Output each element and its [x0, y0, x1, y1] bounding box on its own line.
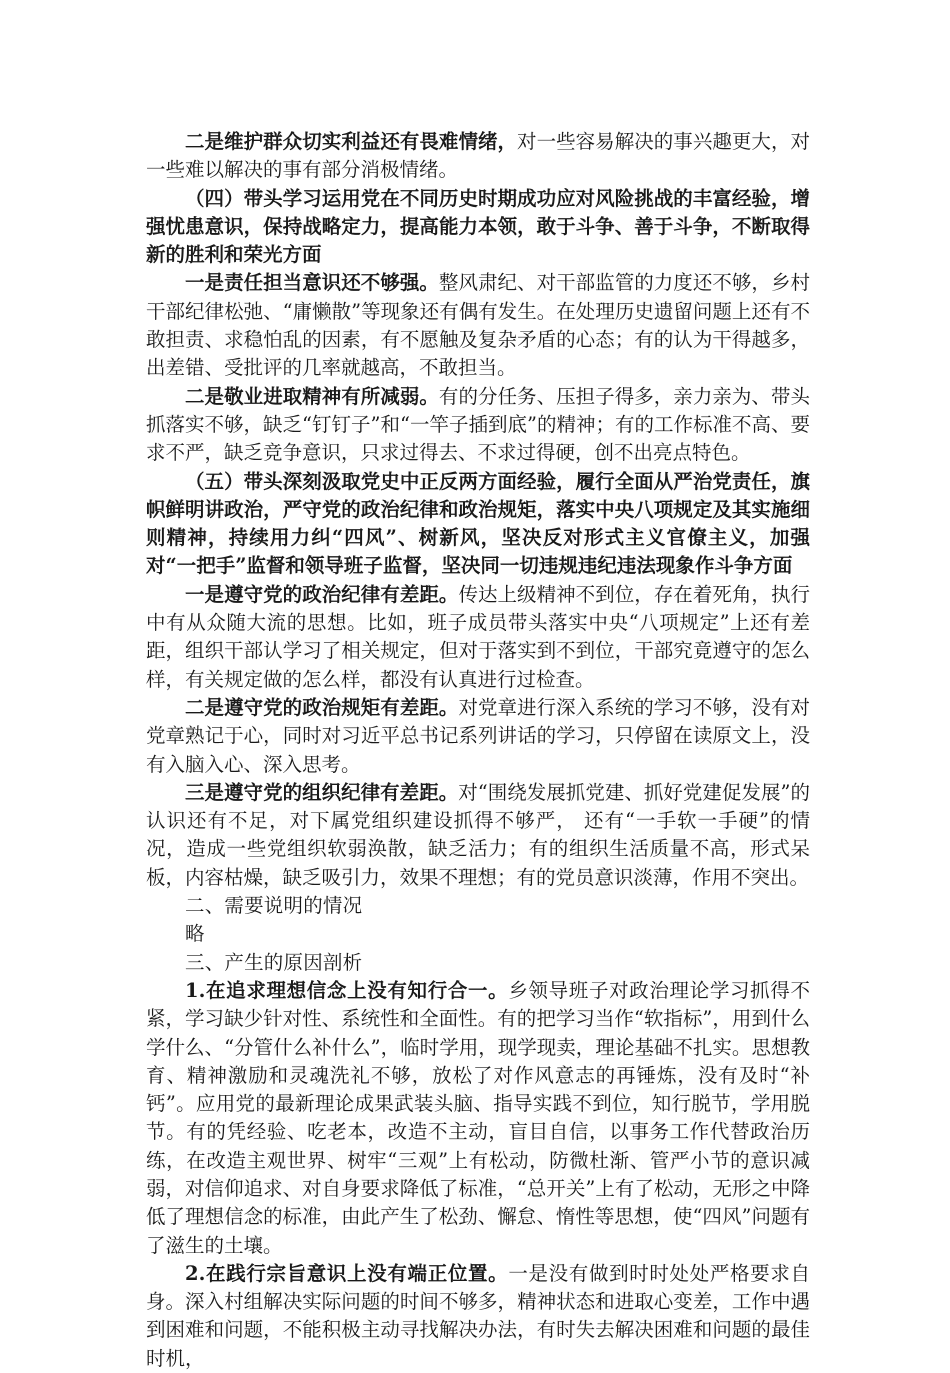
paragraph-lead: 2.在践行宗旨意识上没有端正位置。 [185, 1261, 509, 1285]
paragraph [146, 128, 810, 185]
section-heading: （五）带头深刻汲取党史中正反两方面经验，履行全面从严治党责任，旗帜鲜明讲政治，严守党的政治纪律和政治规矩，落实中央八项规定及其实施细则精神，持续用力纠“四风”、树新风，坚决反对形式主义官僚主义，加强对“一把手”监督和领导班子监督，坚决同一切违规违纪违法现象作斗争方面 [146, 469, 810, 578]
paragraph-text: 一是没有做到时时处处严格要求自身。深入村组解决实际问题的时间不够多，精神状态和进取心变差，工作中遇到困难和问题，不能积极主动寻找解决办法，有时失去解决困难和问题的最佳时机， [146, 1261, 810, 1370]
section-heading: （四）带头学习运用党在不同历史时期成功应对风险挑战的丰富经验，增强忧患意识，保持战略定力，提高能力本领，敢于斗争、善于斗争，不断取得新的胜利和荣光方面 [146, 186, 810, 267]
paragraph-lead: 三是遵守党的组织纪律有差距。 [185, 780, 459, 804]
paragraph-lead: 二是维护群众切实利益还有畏难情绪， [185, 130, 518, 153]
section-title: 二、需要说明的情况 [185, 894, 363, 918]
paragraph [146, 977, 810, 1260]
paragraph [146, 383, 810, 468]
paragraph-text: 对一些容易解决的事兴趣更大，对一些难以解决的事有部分消极情绪。 [146, 130, 810, 182]
paragraph [146, 694, 810, 779]
section-note: 略 [185, 922, 205, 946]
paragraph [146, 269, 810, 382]
paragraph [146, 1260, 810, 1373]
paragraph-text: 传达上级精神不到位，存在着死角，执行中有从众随大流的思想。比如，班子成员带头落实中央“八项规定”上还有差距，组织干部认学习了相关规定，但对于落实到不到位，干部究竟遵守的怎么样，有关规定做的怎么样，都没有认真进行过检查。 [146, 582, 810, 691]
paragraph-text: 乡领导班子对政治理论学习抓得不紧，学习缺少针对性、系统性和全面性。有的把学习当作“软指标”，用到什么学什么、“分管什么补什么”，临时学用，现学现卖，理论基础不扎实。思想教育、精神激励和灵魂洗礼不够，放松了对作风意志的再锤炼，没有及时“补钙”。应用党的最新理论成果武装头脑、指导实践不到位，知行脱节，学用脱节。有的凭经验、吃老本，改造不主动，盲目自信，以事务工作代替政治历练，在改造主观世界、树牢“三观”上有松动，防微杜渐、管严小节的意识减弱，对信仰追求、对自身要求降低了标准，“总开关”上有了松动，无形之中降低了理想信念的标准，由此产生了松劲、懈怠、惰性等思想，使“四风”问题有了滋生的土壤。 [146, 978, 810, 1257]
paragraph-text: 有的分任务、压担子得多，亲力亲为、带头抓落实不够，缺乏“钉钉子”和“一竿子插到底”的精神；有的工作标准不高、要求不严，缺乏竞争意识，只求过得去、不求过得硬，创不出亮点特色。 [146, 384, 810, 465]
paragraph-lead: 二是遵守党的政治规矩有差距。 [185, 695, 459, 719]
paragraph-lead: 1.在追求理想信念上没有知行合一。 [185, 978, 509, 1002]
paragraph-lead: 一是遵守党的政治纪律有差距。 [185, 582, 459, 606]
paragraph-text: 对“围绕发展抓党建、抓好党建促发展”的认识还有不足，对下属党组织建设抓得不够严， 还有“一手软一手硬”的情况，造成一些党组织软弱涣散，缺乏活力；有的组织生活质量不高，形式呆板，内容枯燥，缺乏吸引力，效果不理想；有的党员意识淡薄，作用不突出。 [146, 780, 810, 889]
section-title: 三、产生的原因剖析 [185, 950, 363, 974]
paragraph [146, 779, 810, 892]
paragraph-lead: 一是责任担当意识还不够强。 [185, 271, 439, 295]
paragraph-text: 对党章进行深入系统的学习不够，没有对党章熟记于心，同时对习近平总书记系列讲话的学习，只停留在读原文上，没有入脑入心、深入思考。 [146, 695, 810, 776]
document-page [146, 128, 810, 1373]
paragraph [146, 581, 810, 694]
paragraph-lead: 二是敬业进取精神有所减弱。 [185, 384, 439, 408]
paragraph-text: 整风肃纪、对干部监管的力度还不够，乡村干部纪律松弛、“庸懒散”等现象还有偶有发生。在处理历史遗留问题上还有不敢担责、求稳怕乱的因素，有不愿触及复杂矛盾的心态；有的认为干得越多，出差错、受批评的几率就越高，不敢担当。 [146, 271, 810, 380]
